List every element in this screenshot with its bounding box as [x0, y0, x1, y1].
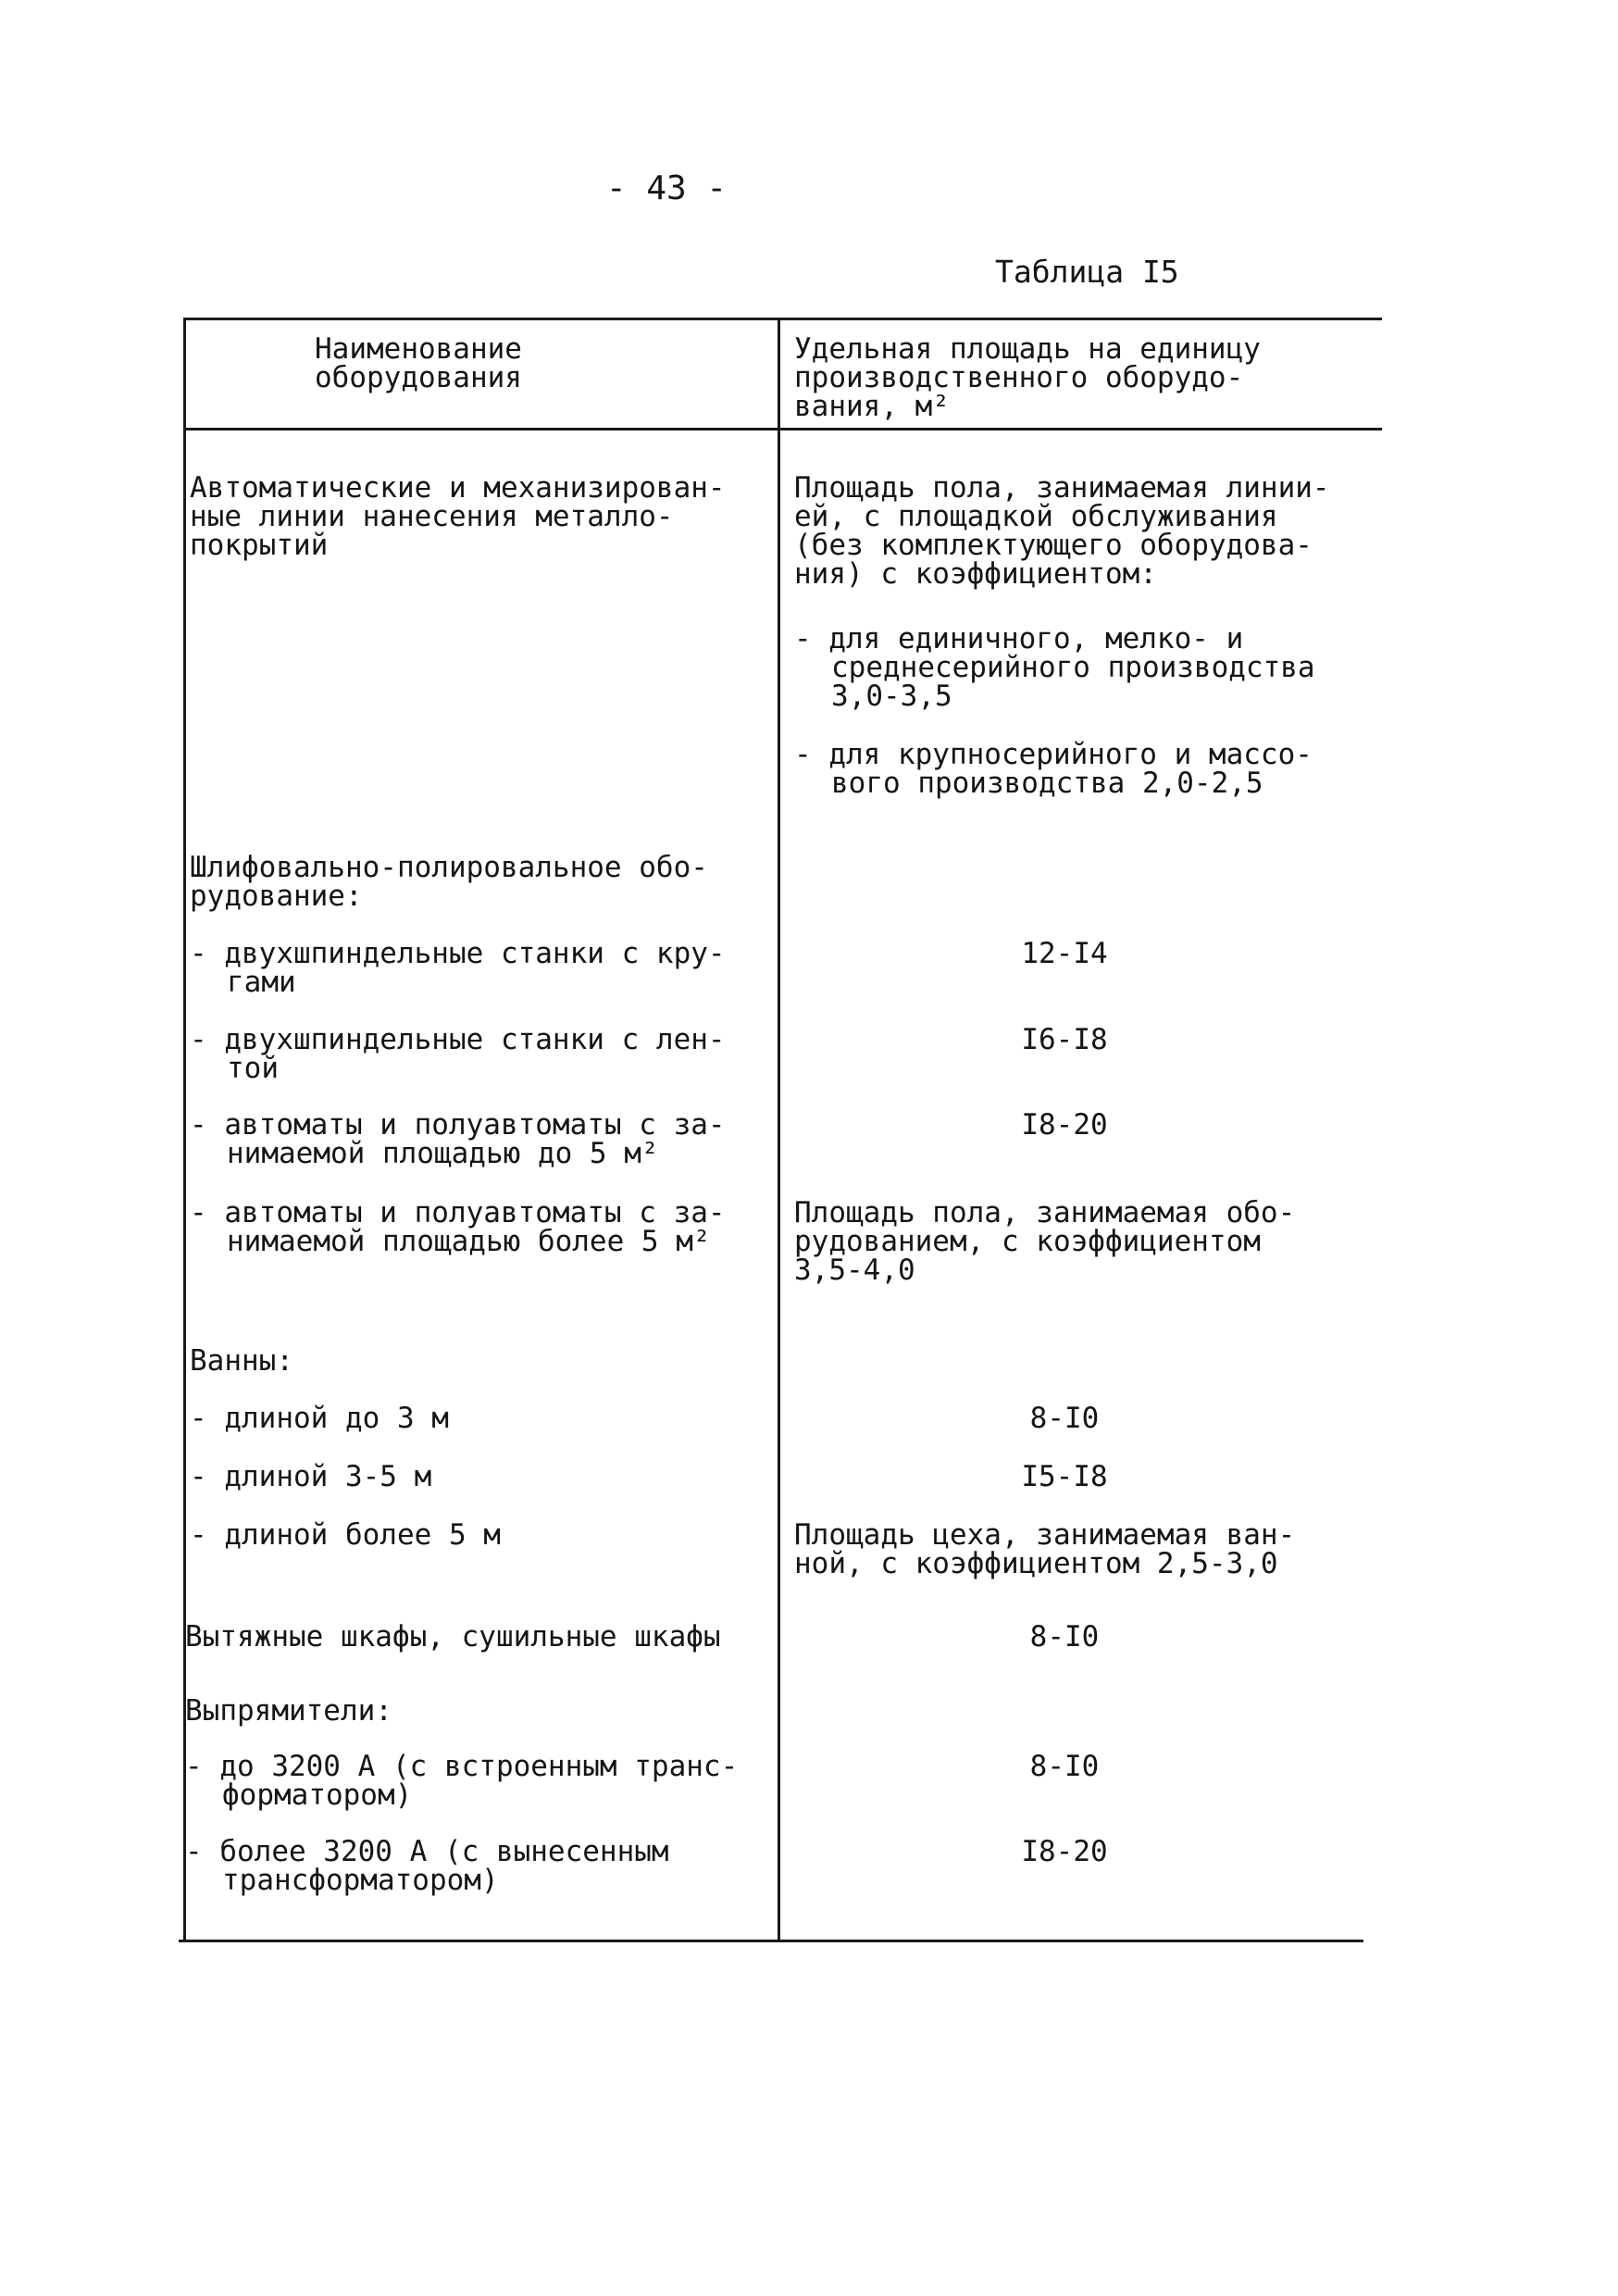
- cell-line: нимаемой площадью более 5 м²: [227, 1225, 711, 1258]
- row-baths-item1-value: 8-I0: [1029, 1402, 1100, 1435]
- table-bottom-border: [179, 1940, 1363, 1942]
- cell-line: 3,5-4,0: [794, 1254, 915, 1287]
- row-baths-item2-name: - длиной 3-5 м: [190, 1460, 432, 1493]
- cell-line: - более 3200 А (с вынесенным: [185, 1835, 669, 1868]
- cell-line: гами: [227, 966, 296, 999]
- header-left-line: оборудования: [315, 361, 522, 394]
- cell-line: - автоматы и полуавтоматы с за-: [190, 1108, 726, 1142]
- row-grinding-item3-value: I8-20: [1021, 1108, 1108, 1142]
- row-auto-lines-item1: [794, 622, 1315, 713]
- row-rectifiers-name: Выпрямители:: [185, 1694, 392, 1728]
- row-auto-lines-name: [190, 471, 726, 562]
- page-number: - 43 -: [605, 169, 728, 207]
- cell-line: Шлифовально-полировальное обо-: [190, 851, 708, 884]
- cell-line: ния) с коэффициентом:: [794, 557, 1157, 591]
- row-grinding-item3-name: [190, 1108, 726, 1170]
- row-rectifiers-item1-name: [185, 1750, 739, 1812]
- row-hoods-name: Вытяжные шкафы, сушильные шкафы: [185, 1620, 721, 1653]
- cell-line: трансформатором): [222, 1864, 499, 1897]
- cell-line: 3,0-3,5: [831, 680, 952, 713]
- row-rectifiers-item2-name: [185, 1835, 669, 1897]
- cell-line: ей, с площадкой обслуживания: [794, 500, 1278, 533]
- row-baths-item2-value: I5-I8: [1021, 1460, 1108, 1493]
- row-grinding-name: [190, 851, 708, 913]
- row-hoods-value: 8-I0: [1029, 1620, 1100, 1653]
- table-top-border: [185, 318, 1382, 320]
- row-baths-name: Ванны:: [190, 1344, 293, 1378]
- row-grinding-item2-value: I6-I8: [1021, 1023, 1108, 1056]
- cell-line: рудованием, с коэффициентом: [794, 1225, 1261, 1258]
- cell-line: - автоматы и полуавтоматы с за-: [190, 1196, 726, 1229]
- row-rectifiers-item2-value: I8-20: [1021, 1835, 1108, 1868]
- row-grinding-item2-name: [190, 1023, 726, 1085]
- cell-line: нимаемой площадью до 5 м²: [227, 1137, 659, 1170]
- header-bottom-border: [185, 428, 1382, 430]
- cell-line: - двухшпиндельные станки с кру-: [190, 937, 726, 970]
- cell-line: - до 3200 А (с встроенным транс-: [185, 1750, 739, 1783]
- row-baths-item3-value: [794, 1518, 1296, 1580]
- cell-line: той: [227, 1052, 279, 1085]
- header-specific-area: [794, 332, 1261, 423]
- row-grinding-item1-name: [190, 937, 726, 999]
- cell-line: среднесерийного производства: [831, 651, 1315, 684]
- cell-line: Площадь пола, занимаемая линии-: [794, 471, 1330, 505]
- row-auto-lines-item2: [794, 738, 1313, 800]
- cell-line: форматором): [222, 1778, 413, 1812]
- header-right-line: вания, м²: [794, 390, 950, 423]
- row-grinding-item1-value: 12-I4: [1021, 937, 1108, 970]
- header-right-line: производственного оборудо-: [794, 361, 1244, 394]
- cell-line: вого производства 2,0-2,5: [831, 767, 1263, 800]
- cell-line: (без комплектующего оборудова-: [794, 529, 1313, 562]
- cell-line: ные линии нанесения металло-: [190, 500, 674, 533]
- cell-line: Площадь пола, занимаемая обо-: [794, 1196, 1296, 1229]
- row-rectifiers-item1-value: 8-I0: [1029, 1750, 1100, 1783]
- cell-line: покрытий: [190, 529, 329, 562]
- cell-line: Автоматические и механизирован-: [190, 471, 726, 505]
- cell-line: - двухшпиндельные станки с лен-: [190, 1023, 726, 1056]
- row-baths-item1-name: - длиной до 3 м: [190, 1402, 449, 1435]
- cell-line: Площадь цеха, занимаемая ван-: [794, 1518, 1296, 1552]
- row-auto-lines-value: [794, 471, 1330, 591]
- cell-line: ной, с коэффициентом 2,5-3,0: [794, 1547, 1278, 1580]
- header-equipment-name: [315, 332, 522, 394]
- row-grinding-item4-value: [794, 1196, 1296, 1287]
- cell-line: - для единичного, мелко- и: [794, 622, 1244, 655]
- row-grinding-item4-name: [190, 1196, 726, 1258]
- cell-line: - для крупносерийного и массо-: [794, 738, 1313, 771]
- row-baths-item3-name: - длиной более 5 м: [190, 1518, 501, 1552]
- cell-line: рудование:: [190, 880, 363, 913]
- table-caption: Таблица I5: [995, 254, 1179, 290]
- header-left-line: Наименование: [315, 332, 522, 366]
- header-right-line: Удельная площадь на единицу: [794, 332, 1261, 366]
